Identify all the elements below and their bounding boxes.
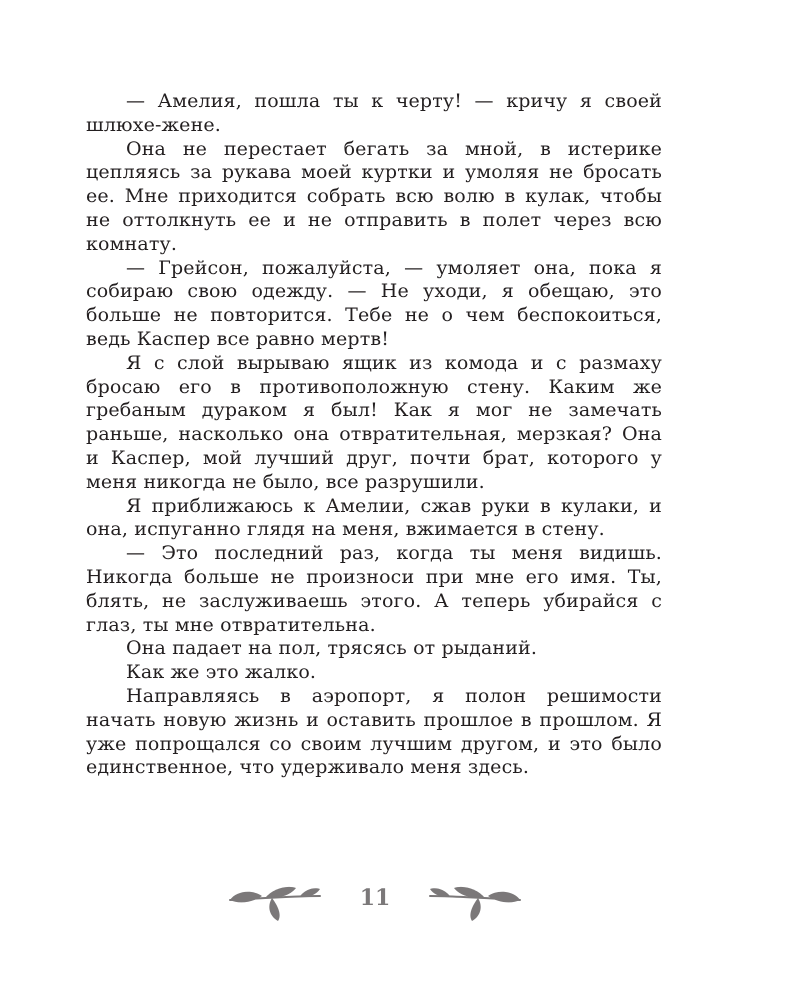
paragraph-5: Я приближаюсь к Амелии, сжав руки в кулаки, и она, испуганно глядя на меня, вжимается в стену.	[86, 494, 662, 541]
paragraph-2: Она не перестает бегать за мной, в истерике цепляясь за рукава моей куртки и умоляя не бросать ее. Мне приходится собрать всю волю в кулак, чтобы не оттолкнуть ее и не отправить в полет через всю комнату.	[86, 137, 662, 255]
leaf-ornament-right-icon	[426, 876, 528, 922]
paragraph-3: — Грейсон, пожалуйста, — умоляет она, пока я собираю свою одежду. — Не уходи, я обещаю, это больше не повторится. Тебе не о чем беспокоиться, ведь Каспер все равно мертв!	[86, 256, 662, 350]
page-footer	[0, 872, 800, 932]
leaf-ornament-left-icon	[222, 876, 324, 922]
paragraph-8: Как же это жалко.	[126, 661, 317, 684]
paragraph-9: Направляясь в аэропорт, я полон решимости начать новую жизнь и оставить прошлое в прошлом. Я уже попрощался со своим лучшим другом, и это было единственное, что удерживало меня здесь.	[86, 684, 662, 779]
paragraph-4: Я с слой вырываю ящик из комода и с размаху бросаю его в противоположную стену. Каким же гребаным дураком я был! Как я мог не замечать раньше, насколько она отвратительная, мерзкая? Она и Каспер, мой лучший друг, почти брат, которого у меня никогда не было, все разрушили.	[86, 351, 662, 493]
paragraph-1: — Амелия, пошла ты к черту! — кричу я своей шлюхе-жене.	[86, 90, 662, 136]
page-number: 11	[359, 885, 391, 911]
body-text	[86, 90, 662, 780]
paragraph-6: — Это последний раз, когда ты меня видишь. Никогда больше не произноси при мне его имя. Ты, блять, не заслуживаешь этого. А теперь убирайся с глаз, ты мне отвратительна.	[86, 542, 662, 636]
paragraph-7: Она падает на пол, трясясь от рыданий.	[126, 637, 538, 660]
